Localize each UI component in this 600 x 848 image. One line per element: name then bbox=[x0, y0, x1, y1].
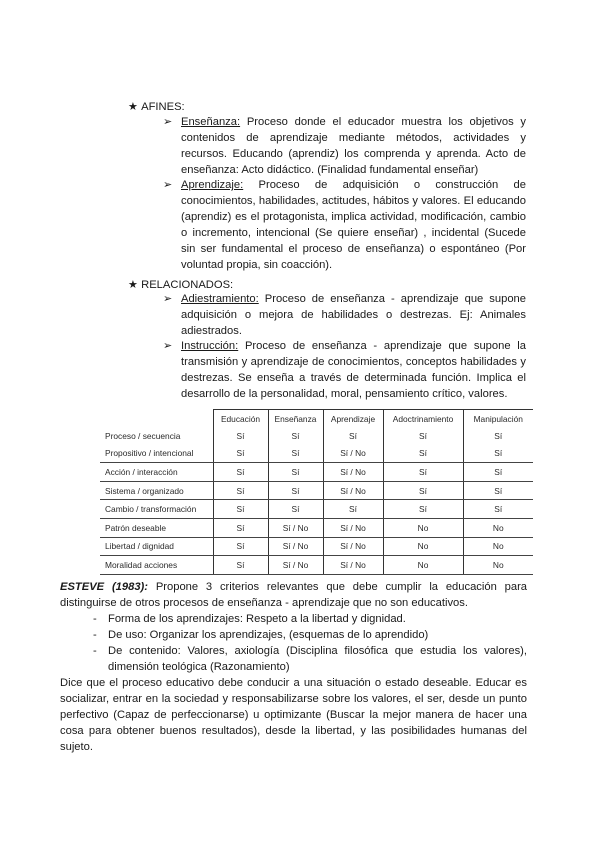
table-cell: Sí bbox=[323, 500, 383, 519]
table-row bbox=[100, 427, 533, 445]
star-bullet-icon: ★ bbox=[128, 101, 139, 113]
table-cell: No bbox=[463, 518, 533, 537]
row-label: Libertad / dignidad bbox=[100, 537, 213, 556]
table-cell: No bbox=[463, 537, 533, 556]
table-cell: No bbox=[383, 537, 463, 556]
table-cell: Sí bbox=[213, 537, 268, 556]
table-cell: Sí bbox=[213, 500, 268, 519]
column-header: Manipulación bbox=[463, 410, 533, 428]
adiestramiento-definition: Adiestramiento: Proceso de enseñanza - aprendizaje que supone adquisición o mejora de habilidades o destrezas. Ej: Animales adiestrados. bbox=[181, 293, 526, 337]
criterion-item: Forma de los aprendizajes: Respeto a la libertad y dignidad. bbox=[108, 613, 406, 625]
instruccion-term: Instrucción: bbox=[181, 340, 239, 352]
column-header: Adoctrinamiento bbox=[383, 410, 463, 428]
table-header-blank bbox=[100, 410, 213, 428]
aprendizaje-term: Aprendizaje: bbox=[181, 179, 244, 191]
table-row bbox=[100, 445, 533, 463]
row-label: Proceso / secuencia bbox=[105, 430, 181, 441]
row-label: Acción / interacción bbox=[100, 463, 213, 482]
table-cell: Sí bbox=[463, 500, 533, 519]
table-row bbox=[100, 463, 533, 482]
table-cell: Sí bbox=[383, 500, 463, 519]
table-row bbox=[100, 481, 533, 500]
table-cell: Sí bbox=[268, 481, 323, 500]
dash-bullet-icon: - bbox=[93, 629, 97, 641]
table-cell: Sí / No bbox=[323, 518, 383, 537]
table-cell: Sí bbox=[213, 556, 268, 575]
table-cell: Sí / No bbox=[323, 445, 383, 463]
aprendizaje-definition: Aprendizaje: Proceso de adquisición o construcción de conocimientos, habilidades, actitudes, hábitos y valores. El educando (aprendiz) es el protagonista, implica actividad, modificación, cambio o incremento, intencional (Se quiere enseñar) , incidental (Sucede sin ser fundamental el proceso de enseñanza) o espontáneo (Por voluntad propia, sin coacción). bbox=[181, 179, 526, 271]
table-cell: Sí bbox=[383, 445, 463, 463]
table-cell: Sí bbox=[383, 481, 463, 500]
table-cell: Sí / No bbox=[268, 518, 323, 537]
esteve-closing: Dice que el proceso educativo debe conducir a una situación o estado deseable. Educar es socializar, entrar en la sociedad y responsabilizarse sobre los valores, el ser, desde un punto perfectivo (Capaz de perfeccionarse) u optimizante (Buscar la mejor manera de hacer una cosa para obtener buenos resultados), desde la libertad, y las posibilidades humanas del sujeto. bbox=[60, 677, 527, 753]
table-cell: Sí bbox=[213, 463, 268, 482]
row-label: Moralidad acciones bbox=[100, 556, 213, 575]
table-cell: No bbox=[383, 518, 463, 537]
table-cell: Sí bbox=[268, 463, 323, 482]
table-cell: Sí bbox=[213, 481, 268, 500]
dash-bullet-icon: - bbox=[93, 613, 97, 625]
table-cell: Sí bbox=[213, 427, 268, 445]
arrow-bullet-icon: ➢ bbox=[163, 179, 173, 191]
table-row bbox=[100, 518, 533, 537]
table-cell: No bbox=[463, 556, 533, 575]
ensenanza-definition: Enseñanza: Proceso donde el educador muestra los objetivos y contenidos de aprendizaje mediante métodos, actividades y recursos. Educando (aprendiz) los comprenda y aprenda. Acto de enseñanza: Acto didáctico. (Finalidad fundamental enseñar) bbox=[181, 116, 527, 176]
esteve-author: ESTEVE (1983): bbox=[60, 581, 149, 593]
table-cell: Sí / No bbox=[323, 537, 383, 556]
comparison-table bbox=[100, 409, 533, 575]
column-header: Aprendizaje bbox=[323, 410, 383, 428]
table-cell: Sí bbox=[268, 427, 323, 445]
dash-bullet-icon: - bbox=[93, 645, 97, 657]
row-label: Patrón deseable bbox=[100, 518, 213, 537]
relacionados-heading: ★ RELACIONADOS: bbox=[128, 279, 234, 291]
criterion-item: De contenido: Valores, axiología (Disciplina filosófica que estudia los valores), dimensión teológica (Razonamiento) bbox=[108, 645, 527, 673]
arrow-bullet-icon: ➢ bbox=[163, 340, 173, 352]
table-cell: Sí / No bbox=[268, 556, 323, 575]
criterion-item: De uso: Organizar los aprendizajes, (esquemas de lo aprendido) bbox=[108, 629, 429, 641]
table-cell: Sí bbox=[268, 500, 323, 519]
row-label: Propositivo / intencional bbox=[100, 445, 213, 463]
table-cell: Sí bbox=[383, 463, 463, 482]
ensenanza-term: Enseñanza: bbox=[181, 116, 241, 128]
arrow-bullet-icon: ➢ bbox=[163, 293, 173, 305]
column-header: Educación bbox=[213, 410, 268, 428]
table-cell: Sí bbox=[383, 427, 463, 445]
table-row bbox=[100, 500, 533, 519]
table-cell: Sí / No bbox=[323, 463, 383, 482]
esteve-intro: ESTEVE (1983): Propone 3 criterios relevantes que debe cumplir la educación para distinguirse de otros procesos de enseñanza - aprendizaje que no son educativos. bbox=[60, 581, 528, 609]
table-cell: Sí bbox=[463, 463, 533, 482]
row-label: Sistema / organizado bbox=[100, 481, 213, 500]
table-cell: Sí / No bbox=[323, 481, 383, 500]
table-cell: Sí / No bbox=[323, 556, 383, 575]
table-cell: Sí bbox=[213, 445, 268, 463]
table-cell: No bbox=[383, 556, 463, 575]
table-cell: Sí bbox=[463, 481, 533, 500]
table-row bbox=[100, 537, 533, 556]
arrow-bullet-icon: ➢ bbox=[163, 116, 173, 128]
row-label: Cambio / transformación bbox=[100, 500, 213, 519]
table-cell: Sí bbox=[463, 427, 533, 445]
instruccion-definition: Instrucción: Proceso de enseñanza - aprendizaje que supone la transmisión y aprendizaje de conocimientos, conceptos habilidades y destrezas. Se enseña a través de determinada función. Implica el desarrollo de la personalidad, moral, pensamiento crítico, valores. bbox=[181, 340, 527, 400]
star-bullet-icon: ★ bbox=[128, 279, 139, 291]
table-row bbox=[100, 556, 533, 575]
adiestramiento-term: Adiestramiento: bbox=[181, 293, 259, 305]
table-cell: Sí bbox=[213, 518, 268, 537]
table-cell: Sí bbox=[268, 445, 323, 463]
column-header: Enseñanza bbox=[268, 410, 323, 428]
table-cell: Sí / No bbox=[268, 537, 323, 556]
afines-heading: ★ AFINES: bbox=[128, 101, 185, 113]
table-cell: Sí bbox=[463, 445, 533, 463]
table-header-row bbox=[100, 410, 533, 428]
table-cell: Sí bbox=[323, 427, 383, 445]
